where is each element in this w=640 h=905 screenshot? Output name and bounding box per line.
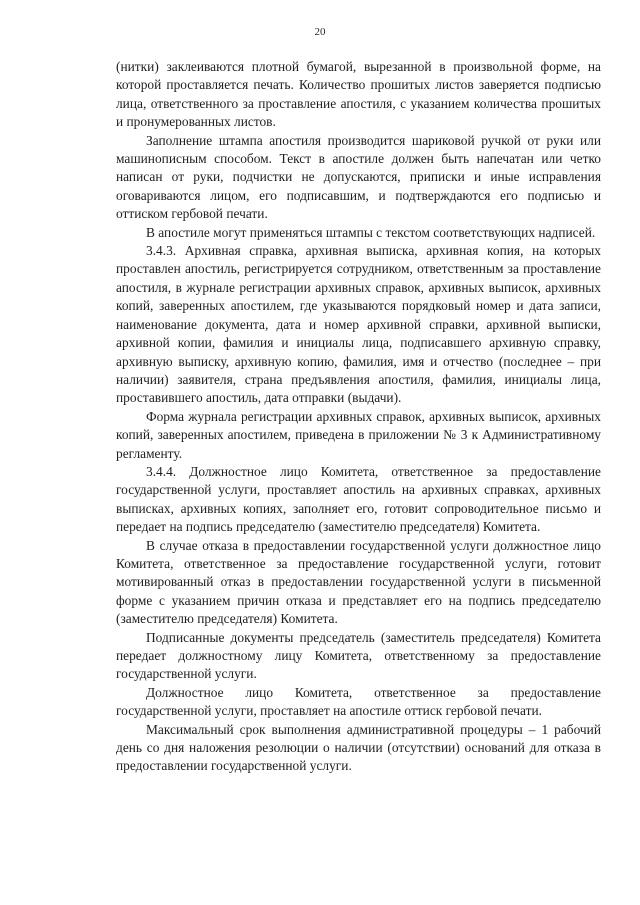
paragraph-stitching-continuation: (нитки) заклеиваются плотной бумагой, вырезанной в произвольной форме, на которой проставляется печать. Количество прошитых листов заверяется подписью лица, ответственного за проставление апостиля, с указанием количества прошитых и пронумерованных листов. xyxy=(116,59,601,130)
paragraph-stamps-with-text: В апостиле могут применяться штампы с текстом соответствующих надписей. xyxy=(146,224,596,240)
paragraph-max-duration: Максимальный срок выполнения административной процедуры – 1 рабочий день со дня наложения резолюции о наличии (отсутствии) оснований для отказа в предоставлении государственной услуги. xyxy=(116,721,601,774)
paragraph-refusal: В случае отказа в предоставлении государственной услуги должностное лицо Комитета, ответственное за предоставление государственной услуги, готовит мотивированный отказ в предоставлении государственной услуги в письменной форме с указанием причин отказа и представляет его на подпись председателю (заместителю председателя) Комитета. xyxy=(116,537,601,627)
document-body xyxy=(116,58,601,776)
paragraph-stamp-filling: Заполнение штампа апостиля производится шариковой ручкой от руки или машинописным способом. Текст в апостиле должен быть напечатан или четко написан от руки, подчистки не допускаются, приписки и иные исправления оговариваются лицом, его подписавшим, и подтверждаются его подписью и оттиском гербовой печати. xyxy=(116,132,601,222)
paragraph-seal-imprint: Должностное лицо Комитета, ответственное за предоставление государственной услуги, проставляет на апостиле оттиск гербовой печати. xyxy=(116,684,601,719)
paragraph-signed-documents: Подписанные документы председатель (заместитель председателя) Комитета передает должностному лицу Комитета, ответственному за предоставление государственной услуги. xyxy=(116,629,601,682)
page-number: 20 xyxy=(314,26,326,38)
paragraph-3-4-3-registration: 3.4.3. Архивная справка, архивная выписка, архивная копия, на которых проставлен апостиль, регистрируется сотрудником, ответственным за проставление апостиля, в журнале регистрации архивных справок, архивных выписок, архивных копий, заверенных апостилем, где указываются порядковый номер и дата записи, наименование документа, дата и номер архивной справки, архивной выписки, архивной копии, фамилия и инициалы лица, подписавшего архивную справку, архивную выписку, архивную копию, фамилия, имя и отчество (последнее – при наличии) заявителя, страна предъявления апостиля, фамилия, инициалы лица, проставившего апостиль, дата отправки (выдачи). xyxy=(116,243,601,406)
paragraph-3-4-4-apostille: 3.4.4. Должностное лицо Комитета, ответственное за предоставление государственной услуги, проставляет апостиль на архивных справках, архивных выписках, архивных копиях, заполняет его, готовит сопроводительное письмо и передает на подпись председателю (заместителю председателя) Комитета. xyxy=(116,463,601,535)
paragraph-journal-form: Форма журнала регистрации архивных справок, архивных выписок, архивных копий, заверенных апостилем, приведена в приложении № 3 к Административному регламенту. xyxy=(116,408,601,461)
